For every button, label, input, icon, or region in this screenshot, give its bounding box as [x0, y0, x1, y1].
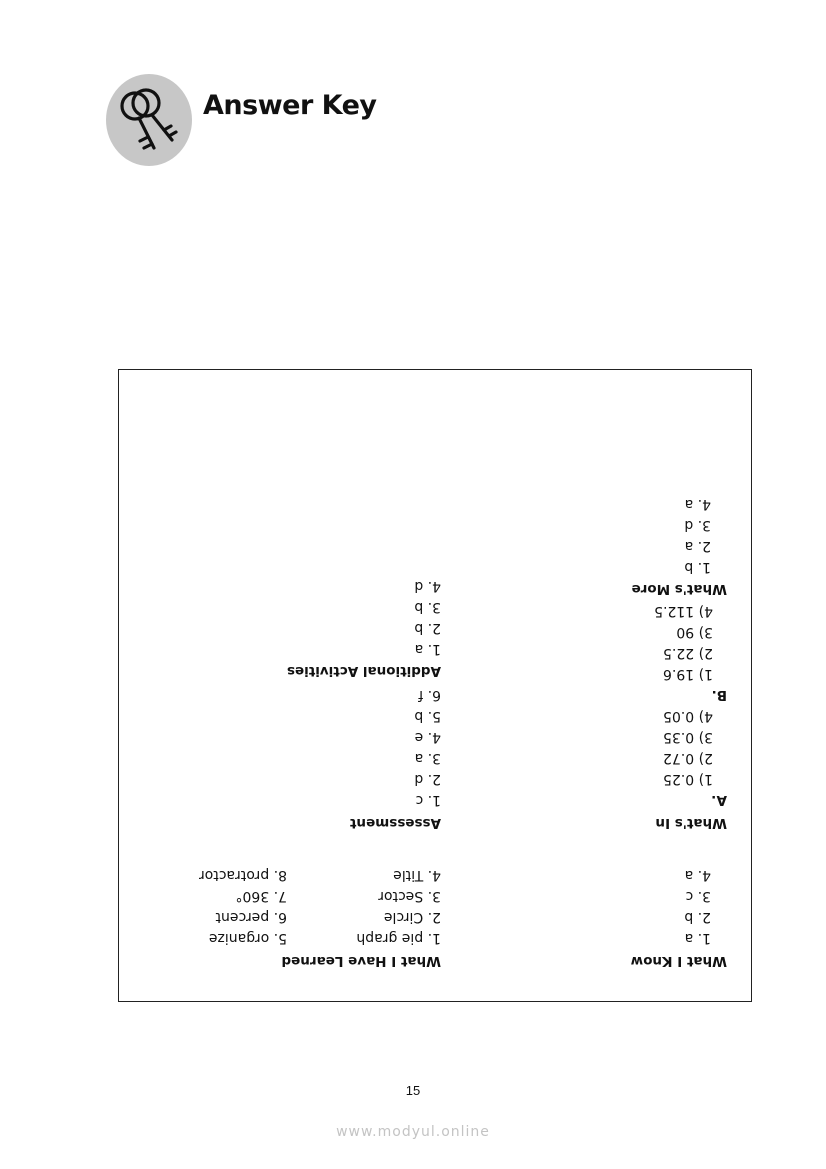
page-number: 15 [405, 1083, 421, 1098]
list-item: 3. a [414, 750, 441, 766]
list-item: 5. organize [208, 930, 287, 946]
list-item: 2. b [684, 909, 711, 925]
watermark: www.modyul.online [336, 1124, 490, 1140]
list-item: 2) 22.5 [663, 645, 713, 661]
whats-in-heading: What's In [655, 815, 727, 831]
list-item: 6. f [418, 687, 441, 703]
list-item: 1) 19.6 [663, 666, 713, 682]
list-item: 4) 112.5 [654, 603, 713, 619]
list-item: 4. d [414, 578, 441, 594]
list-item: 2. Circle [383, 909, 441, 925]
what-i-have-learned-heading: What I Have Learned [281, 953, 441, 969]
list-item: 1. c [415, 792, 441, 808]
list-item: 8. protractor [198, 867, 287, 883]
list-item: 4) 0.05 [663, 708, 713, 724]
assessment-heading: Assessment [349, 815, 441, 831]
list-item: 2) 0.72 [663, 750, 713, 766]
list-item: 4. Title [393, 867, 441, 883]
list-item: 2. b [414, 620, 441, 636]
list-item: 4. e [414, 729, 441, 745]
list-item: 6. percent [215, 909, 287, 925]
list-item: 3) 90 [676, 624, 713, 640]
page-title: Answer Key [203, 90, 377, 121]
list-item: 4. a [684, 867, 711, 883]
part-a-label: A. [711, 792, 727, 808]
additional-activities-heading: Additional Activities [286, 663, 441, 679]
list-item: 4. a [684, 496, 711, 512]
upside-down-answers [119, 370, 751, 1001]
list-item: 3) 0.35 [663, 729, 713, 745]
list-item: 1) 0.25 [663, 771, 713, 787]
whats-more-heading: What's More [631, 581, 727, 597]
list-item: 1. a [684, 930, 711, 946]
list-item: 1. a [414, 641, 441, 657]
keys-icon [106, 74, 192, 166]
list-item: 5. b [414, 708, 441, 724]
list-item: 3. b [414, 599, 441, 615]
list-item: 2. d [414, 771, 441, 787]
list-item: 7. 360° [235, 888, 287, 904]
part-b-label: B. [711, 687, 727, 703]
answer-box [118, 369, 752, 1002]
list-item: 3. d [684, 517, 711, 533]
list-item: 2. a [684, 538, 711, 554]
list-item: 3. c [685, 888, 711, 904]
list-item: 1. pie graph [356, 930, 441, 946]
list-item: 3. Sector [378, 888, 441, 904]
what-i-know-heading: What I Know [630, 953, 727, 969]
list-item: 1. b [684, 559, 711, 575]
